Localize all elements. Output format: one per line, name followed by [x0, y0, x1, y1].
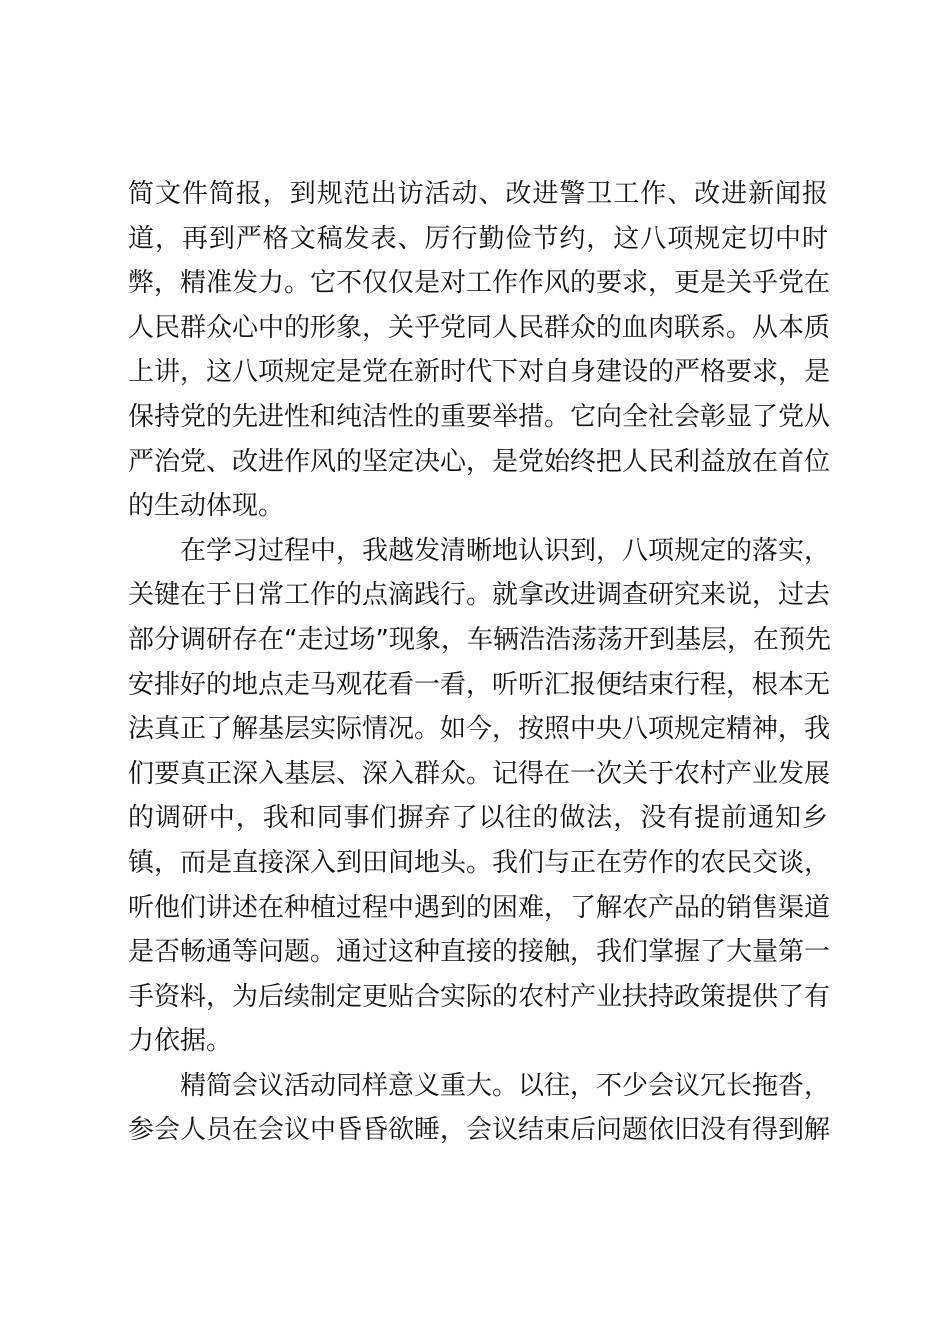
paragraph-1-line-4: 人民群众心中的形象，关乎党同人民群众的血肉联系。从本质: [128, 312, 831, 343]
paragraph-2-line-5: 法真正了解基层实际情况。如今，按照中央八项规定精神，我: [128, 714, 831, 745]
paragraph-1-line-8: 的生动体现。: [128, 491, 285, 522]
paragraph-2-line-1: 在学习过程中，我越发清晰地认识到，八项规定的落实，: [180, 535, 831, 566]
paragraph-2-line-12: 力依据。: [128, 1026, 233, 1057]
paragraph-1-line-7: 严治党、改进作风的坚定决心，是党始终把人民利益放在首位: [128, 446, 831, 477]
paragraph-3-line-1: 精简会议活动同样意义重大。以往，不少会议冗长拖沓，: [180, 1070, 831, 1101]
paragraph-2-line-8: 镇，而是直接深入到田间地头。我们与正在劳作的农民交谈，: [128, 847, 831, 878]
paragraph-1-line-2: 道，再到严格文稿发表、厉行勤俭节约，这八项规定切中时: [128, 223, 828, 254]
paragraph-2-line-4: 安排好的地点走马观花看一看，听听汇报便结束行程，根本无: [128, 669, 831, 700]
paragraph-2-line-6: 们要真正深入基层、深入群众。记得在一次关于农村产业发展: [128, 758, 831, 789]
paragraph-1-line-3: 弊，精准发力。它不仅仅是对工作作风的要求，更是关乎党在: [128, 268, 831, 299]
paragraph-2-line-11: 手资料，为后续制定更贴合实际的农村产业扶持政策提供了有: [128, 981, 831, 1012]
paragraph-2-line-10: 是否畅通等问题。通过这种直接的接触，我们掌握了大量第一: [128, 937, 831, 968]
paragraph-1-line-1: 简文件简报，到规范出访活动、改进警卫工作、改进新闻报: [128, 179, 828, 209]
paragraph-2-line-2: 关键在于日常工作的点滴践行。就拿改进调查研究来说，过去: [128, 580, 831, 611]
paragraph-2-line-9: 听他们讲述在种植过程中遇到的困难，了解农产品的销售渠道: [128, 892, 831, 923]
paragraph-2-line-3: 部分调研存在“走过场”现象，车辆浩浩荡荡开到基层，在预先: [128, 624, 831, 655]
document-body: [128, 172, 831, 1153]
paragraph-2-line-7: 的调研中，我和同事们摒弃了以往的做法，没有提前通知乡: [128, 803, 828, 834]
paragraph-3-line-2: 参会人员在会议中昏昏欲睡，会议结束后问题依旧没有得到解: [128, 1115, 831, 1146]
paragraph-1-line-5: 上讲，这八项规定是党在新时代下对自身建设的严格要求，是: [128, 357, 831, 388]
paragraph-1-line-6: 保持党的先进性和纯洁性的重要举措。它向全社会彰显了党从: [128, 401, 831, 432]
